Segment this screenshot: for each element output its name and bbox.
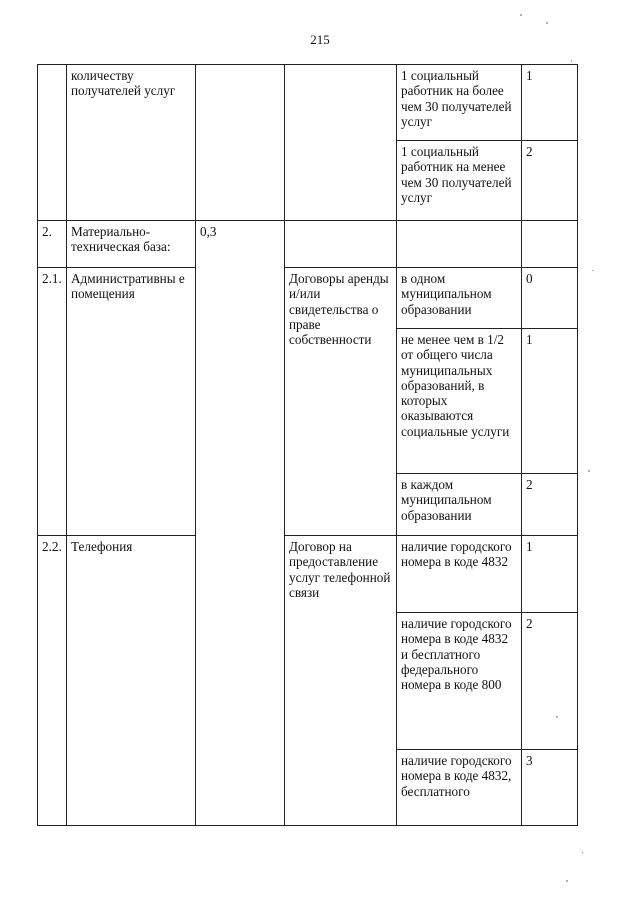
option-text-cell: в каждом муниципальном образовании	[397, 474, 522, 536]
row-number-cell	[38, 65, 67, 221]
criteria-table	[37, 64, 578, 826]
documents-cell	[285, 65, 397, 221]
score-cell	[522, 221, 578, 268]
scan-speck	[546, 22, 548, 24]
score-cell: 2	[522, 141, 578, 221]
option-text-cell: 1 социальный работник на менее чем 30 получателей услуг	[397, 141, 522, 221]
score-cell: 0	[522, 268, 578, 329]
option-text-cell: не менее чем в 1/2 от общего числа муниципальных образований, в которых оказываются социальные услуги	[397, 329, 522, 474]
score-cell: 1	[522, 329, 578, 474]
scan-speck	[556, 716, 558, 718]
row-number-cell: 2.	[38, 221, 67, 268]
option-text-cell: 1 социальный работник на более чем 30 получателей услуг	[397, 65, 522, 141]
criterion-name-cell: Материально-техническая база:	[67, 221, 196, 268]
option-text-cell: наличие городского номера в коде 4832	[397, 536, 522, 613]
page-number: 215	[310, 32, 330, 47]
score-cell: 1	[522, 65, 578, 141]
documents-cell	[285, 221, 397, 268]
criterion-name-cell: Административны е помещения	[67, 268, 196, 536]
score-cell: 2	[522, 474, 578, 536]
scan-speck	[588, 470, 590, 472]
scan-speck	[592, 270, 594, 271]
table-row	[38, 536, 578, 613]
option-text-cell: наличие городского номера в коде 4832, бесплатного	[397, 750, 522, 826]
option-text-cell: в одном муниципальном образовании	[397, 268, 522, 329]
table-row	[38, 65, 578, 141]
scan-speck	[520, 14, 522, 16]
criterion-name-cell: количеству получателей услуг	[67, 65, 196, 221]
option-text-cell	[397, 221, 522, 268]
documents-cell: Договоры аренды и/или свидетельства о праве собственности	[285, 268, 397, 536]
score-cell: 2	[522, 613, 578, 750]
score-cell: 3	[522, 750, 578, 826]
scan-speck	[571, 60, 572, 62]
weight-cell: 0,3	[196, 221, 285, 826]
score-cell: 1	[522, 536, 578, 613]
criterion-name-cell: Телефония	[67, 536, 196, 826]
table-row	[38, 221, 578, 268]
weight-cell	[196, 65, 285, 221]
row-number-cell: 2.2.	[38, 536, 67, 826]
table-row	[38, 268, 578, 329]
row-number-cell: 2.1.	[38, 268, 67, 536]
scan-speck	[582, 852, 583, 854]
scan-speck	[566, 880, 568, 882]
option-text-cell: наличие городского номера в коде 4832 и бесплатного федерального номера в коде 800	[397, 613, 522, 750]
documents-cell: Договор на предоставление услуг телефонной связи	[285, 536, 397, 826]
